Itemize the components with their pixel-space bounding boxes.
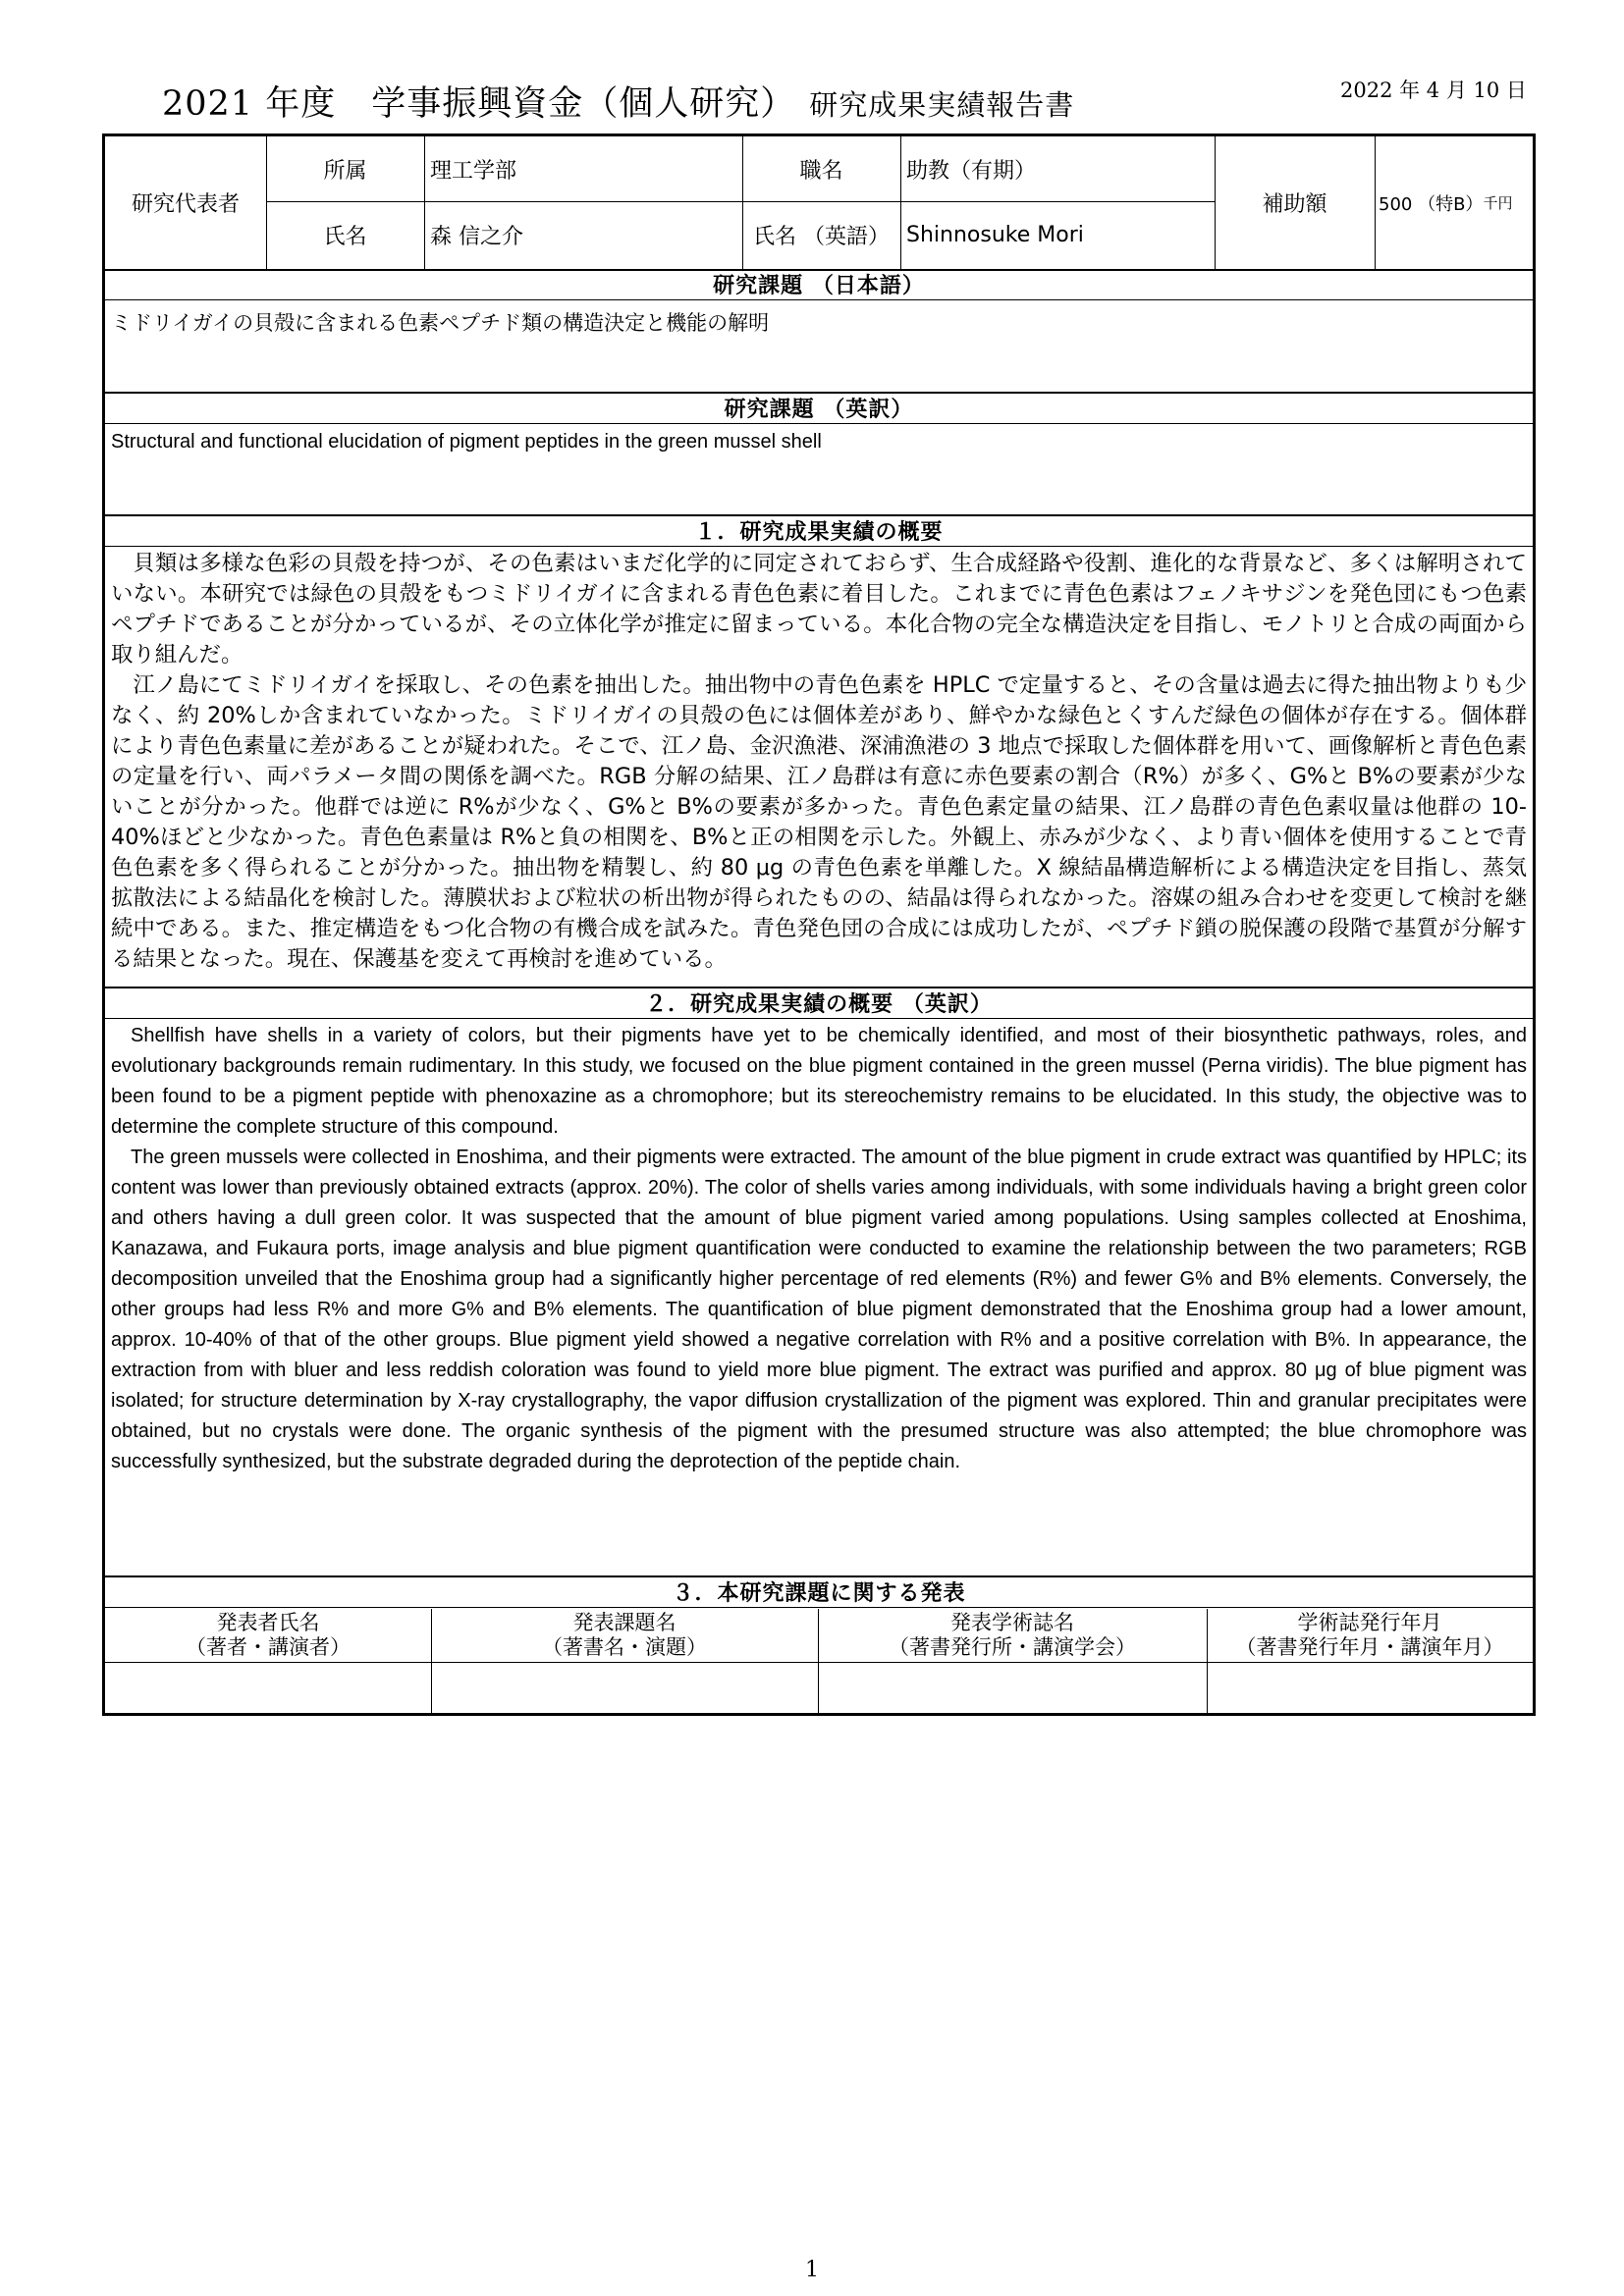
summary-ja-paragraph: 江ノ島にてミドリイガイを採取し、その色素を抽出した。抽出物中の青色色素を HPLC で定量すると、その含量は過去に得た抽出物よりも少なく、約 20%しか含まれていなかった。ミドリイガイの貝殻の色には個体差があり、鮮やかな緑色とくすんだ緑色の個体が存在する。個体群により青色色素量に差があることが疑われた。そこで、江ノ島、金沢漁港、深浦漁港の 3 地点で採取した個体群を用いて、画像解析と青色色素の定量を行い、両パラメータ間の関係を調べた。RGB 分解の結果、江ノ島群は有意に赤色要素の割合（R%）が多く、G%と B%の要素が少ないことが分かった。他群では逆に R%が少なく、G%と B%の要素が多かった。青色色素定量の結果、江ノ島群の青色色素収量は他群の 10-40%ほどと少なかった。青色色素量は R%と負の相関を、B%と正の相関を示した。外観上、赤みが少なく、より青い個体を使用することで青色色素を多く得られることが分かった。抽出物を精製し、約 80 μg の青色色素を単離した。X 線結晶構造解析による構造決定を目指し、蒸気拡散法による結晶化を検討した。薄膜状および粒状の析出物が得られたものの、結晶は得られなかった。溶媒の組み合わせを変更して検討を継続中である。また、推定構造をもつ化合物の有機合成を試みた。青色発色団の合成には成功したが、ペプチド鎖の脱保護の段階で基質が分解する結果となった。現在、保護基を変えて再検討を進めている。 [111,672,1527,972]
topic-ja-text: ミドリイガイの貝殻に含まれる色素ペプチド類の構造決定と機能の解明 [111,311,770,335]
column-header-journal [818,1609,1207,1662]
position-label: 職名 [799,158,843,184]
summary-en-paragraph: The green mussels were collected in Enoshima, and their pigments were extracted. The amount of the blue pigment in crude extract was quantified by HPLC; its content was lower than previously obtained extracts (approx. 20%). The color of shells varies among individuals, with some individuals having a bright green color and others having a dull green color. It was suspected that the amount of blue pigment varied among populations. Using samples collected at Enoshima, Kanazawa, and Fukaura ports, image analysis and blue pigment quantification were conducted to examine the relationship between the two parameters; RGB decomposition unveiled that the Enoshima group had a significantly higher percentage of red elements (R%) and fewer G% and B% elements. Conversely, the other groups had less R% and more G% and B% elements. The quantification of blue pigment demonstrated that the Enoshima group had a lower amount, approx. 10-40% of that of the other groups. Blue pigment yield showed a negative correlation with R% and a positive correlation with B%. In appearance, the extraction from with bluer and less reddish coloration was found to yield more blue pigment. The extract was purified and approx. 80 μg of blue pigment was isolated; for structure determination by X-ray crystallography, the vapor diffusion crystallization of the pigment was explored. Thin and granular precipitates were obtained, but no crystals were done. The organic synthesis of the pigment with the presumed structure was also attempted; the blue chromophore was successfully synthesized, but the substrate degraded during the deprotection of the peptide chain. [111,1147,1527,1472]
column-header-line: 発表課題名 [572,1611,677,1634]
name-en-value: Shinnosuke Mori [906,223,1084,247]
column-header-line: （著者・講演者） [186,1635,351,1659]
column-header-line: （著書発行所・講演学会） [889,1635,1136,1659]
column-header-title [431,1609,818,1662]
grant-unit: 千円 [1483,194,1513,212]
page-number: 1 [805,2258,819,2282]
name-value: 森 信之介 [430,225,523,249]
summary-ja-heading: １．研究成果実績の概要 [105,515,1533,547]
column-header-line: 学術誌発行年月 [1297,1611,1442,1634]
grant-value-cell [1375,136,1533,269]
topic-en-text: Structural and functional elucidation of pigment peptides in the green mussel shell [111,431,822,453]
document-title [162,77,1074,126]
affiliation-label: 所属 [323,158,367,184]
summary-ja-body [111,549,1527,975]
summary-ja-paragraph: 貝類は多様な色彩の貝殻を持つが、その色素はいまだ化学的に同定されておらず、生合成経路や役割、進化的な背景など、多くは解明されていない。本研究では緑色の貝殻をもつミドリイガイに含まれる青色色素に着目した。これまでに青色色素はフェノキサジンを発色団にもつ色素ペプチドであることが分かっているが、その立体化学が推定に留まっている。本化合物の完全な構造決定を目指し、モノトリと合成の両面から取り組んだ。 [111,551,1527,667]
title-subtitle: 研究成果実績報告書 [809,88,1075,122]
column-header-date [1207,1609,1533,1662]
representative-label: 研究代表者 [131,192,240,217]
affiliation-value: 理工学部 [430,158,517,184]
publications-heading: ３．本研究課題に関する発表 [105,1576,1533,1608]
summary-en-paragraph: Shellfish have shells in a variety of colors, but their pigments have yet to be chemically identified, and most of their biosynthetic pathways, roles, and evolutionary backgrounds remain rudimentary. In this study, we focused on the blue pigment contained in the green mussel (Perna viridis). The blue pigment has been found to be a pigment peptide with phenoxazine as a chromophore; but its stereochemistry remains to be elucidated. In this study, the objective was to determine the complete structure of this compound. [111,1025,1527,1138]
position-value: 助教（有期） [906,158,1037,184]
grant-value: 500 （特B） [1379,193,1484,215]
summary-en-heading: ２．研究成果実績の概要 （英訳） [105,988,1533,1019]
report-date: 2022 年 4 月 10 日 [1340,79,1527,102]
topic-ja-heading: 研究課題 （日本語） [105,269,1533,300]
column-header-line: 発表者氏名 [216,1611,320,1634]
column-header-line: 発表学術誌名 [950,1611,1074,1634]
name-en-label: 氏名 （英語） [753,225,890,249]
column-header-author [105,1609,431,1662]
summary-en-body [111,1021,1527,1477]
column-header-line: （著書発行年月・講演年月） [1235,1635,1504,1659]
column-header-line: （著書名・演題） [542,1635,707,1659]
name-label: 氏名 [323,225,367,249]
title-main: 2021 年度 学事振興資金（個人研究） [162,84,796,124]
report-form [102,133,1536,1716]
publications-table [105,1609,1533,1713]
info-grid [105,136,1533,271]
topic-en-heading: 研究課題 （英訳） [105,393,1533,424]
grant-label: 補助額 [1262,192,1327,217]
